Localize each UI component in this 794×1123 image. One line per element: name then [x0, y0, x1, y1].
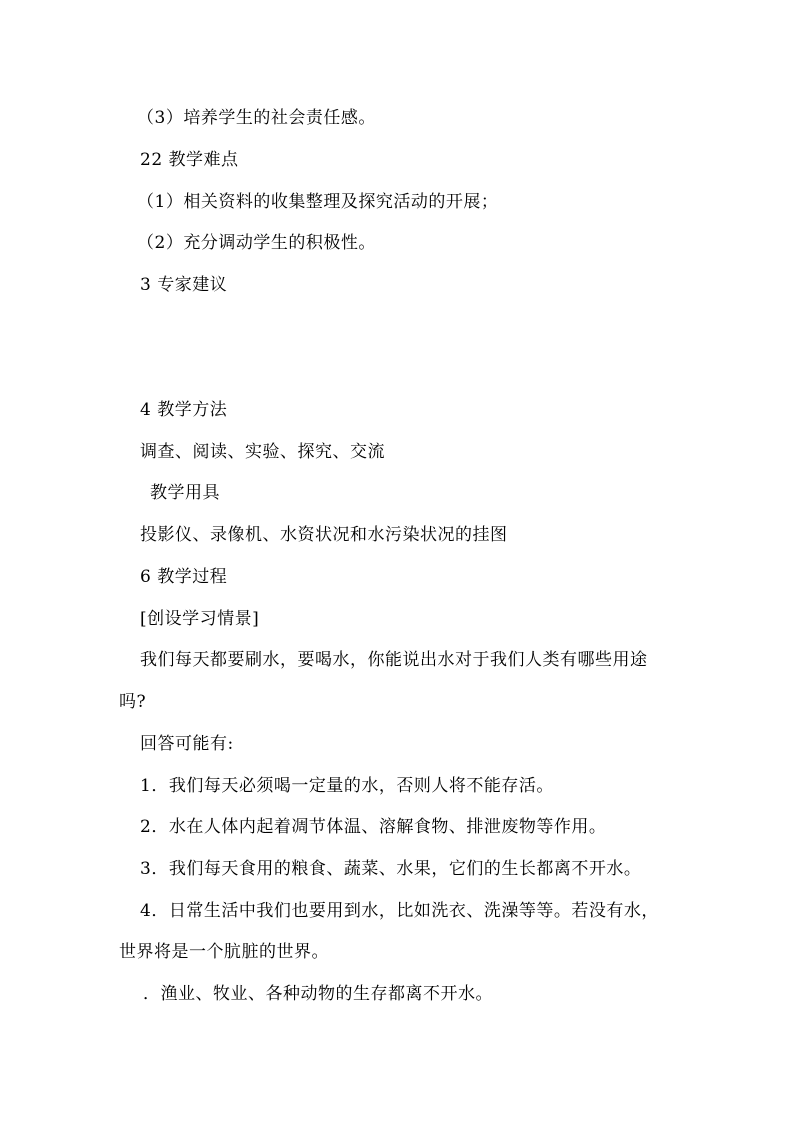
answer-intro-text: 回答可能有: — [140, 734, 234, 754]
section-heading-teaching-methods: 4 教学方法 — [140, 400, 228, 420]
answer-item-2: 2．水在人体内起着凋节体温、溶解食物、排泄废物等作用。 — [140, 817, 607, 837]
teaching-methods-text: 调查、阅读、实验、探究、交流 — [140, 442, 385, 462]
answer-item-4-line-1: 4．日常生活中我们也要用到水，比如洗衣、洗澡等等。若没有水， — [140, 901, 659, 921]
answer-item-3: 3．我们每天食用的粮食、蔬菜、水果，它们的生长都离不开水。 — [140, 859, 642, 879]
difficulty-2-text: （2）充分调动学生的积极性。 — [137, 233, 376, 253]
section-heading-teaching-tools: 教学用具 — [150, 483, 220, 503]
section-heading-teaching-process: 6 教学过程 — [140, 567, 228, 587]
section-heading-difficulties: 22 教学难点 — [140, 150, 239, 170]
subheading-learning-scenario: [创设学习情景] — [140, 609, 260, 629]
answer-item-5: ．渔业、牧业、各种动物的生存都离不开水。 — [143, 984, 493, 1004]
section-heading-expert-advice: 3 专家建议 — [140, 275, 228, 295]
answer-item-1: 1．我们每天必须喝一定量的水，否则人将不能存活。 — [140, 776, 554, 796]
objective-3-text: （3）培养学生的社会责任感。 — [137, 108, 376, 128]
question-text-line-1: 我们每天都要刷水，要喝水，你能说出水对于我们人类有哪些用途 — [140, 650, 648, 670]
question-text-line-2: 吗? — [119, 692, 147, 712]
teaching-tools-text: 投影仪、录像机、水资状况和水污染状况的挂图 — [140, 525, 508, 545]
difficulty-1-text: （1）相关资料的收集整理及探究活动的开展； — [137, 192, 499, 212]
answer-item-4-line-2: 世界将是一个肮脏的世界。 — [119, 942, 329, 962]
